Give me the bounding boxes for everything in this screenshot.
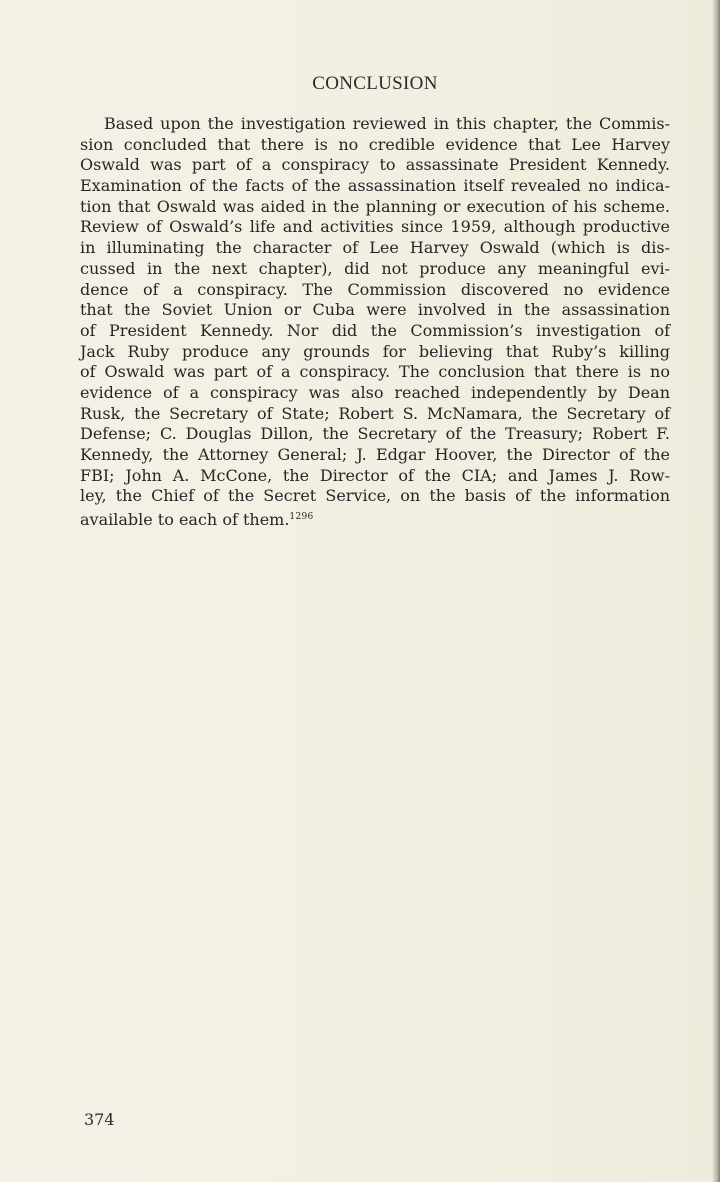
paragraph-line: cussed in the next chapter), did not produce any meaningful evi-	[80, 258, 670, 278]
paragraph-line: dence of a conspiracy. The Commission discovered no evidence	[80, 279, 670, 299]
footnote-reference[interactable]: 1296	[289, 512, 314, 523]
paragraph-line: Examination of the facts of the assassination itself revealed no indica-	[80, 176, 670, 196]
paragraph-line: Jack Ruby produce any grounds for believing that Ruby’s killing	[80, 341, 670, 361]
paragraph-line: Based upon the investigation reviewed in this chapter, the Commis-	[104, 114, 670, 133]
paragraph-line: ley, the Chief of the Secret Service, on the basis of the information	[80, 486, 670, 506]
paragraph-line: of Oswald was part of a conspiracy. The conclusion that there is no	[80, 362, 670, 382]
conclusion-paragraph	[80, 114, 670, 528]
section-heading: CONCLUSION	[312, 73, 438, 94]
paragraph-line: evidence of a conspiracy was also reached independently by Dean	[80, 382, 670, 402]
paragraph-line: Review of Oswald’s life and activities since 1959, although productive	[80, 217, 670, 237]
paragraph-line: Oswald was part of a conspiracy to assassinate President Kennedy.	[80, 155, 670, 175]
page-number: 374	[84, 1110, 115, 1129]
paragraph-line-text: available to each of them.	[80, 510, 290, 530]
paragraph-line: sion concluded that there is no credible evidence that Lee Harvey	[80, 134, 670, 154]
paragraph-line: Defense; C. Douglas Dillon, the Secretary of the Treasury; Robert F.	[80, 424, 670, 444]
paragraph-line: Kennedy, the Attorney General; J. Edgar Hoover, the Director of the	[80, 445, 670, 464]
page-edge-shadow	[712, 0, 720, 1182]
paragraph-line: in illuminating the character of Lee Harvey Oswald (which is dis-	[80, 238, 670, 258]
paragraph-line: of President Kennedy. Nor did the Commission’s investigation of	[80, 320, 670, 340]
paragraph-line: Rusk, the Secretary of State; Robert S. McNamara, the Secretary of	[80, 403, 670, 423]
paragraph-line: tion that Oswald was aided in the planning or execution of his scheme.	[80, 196, 670, 216]
paragraph-line: that the Soviet Union or Cuba were involved in the assassination	[80, 300, 670, 320]
paragraph-line: FBI; John A. McCone, the Director of the CIA; and James J. Row-	[80, 465, 670, 485]
paragraph-last-line	[80, 507, 670, 528]
